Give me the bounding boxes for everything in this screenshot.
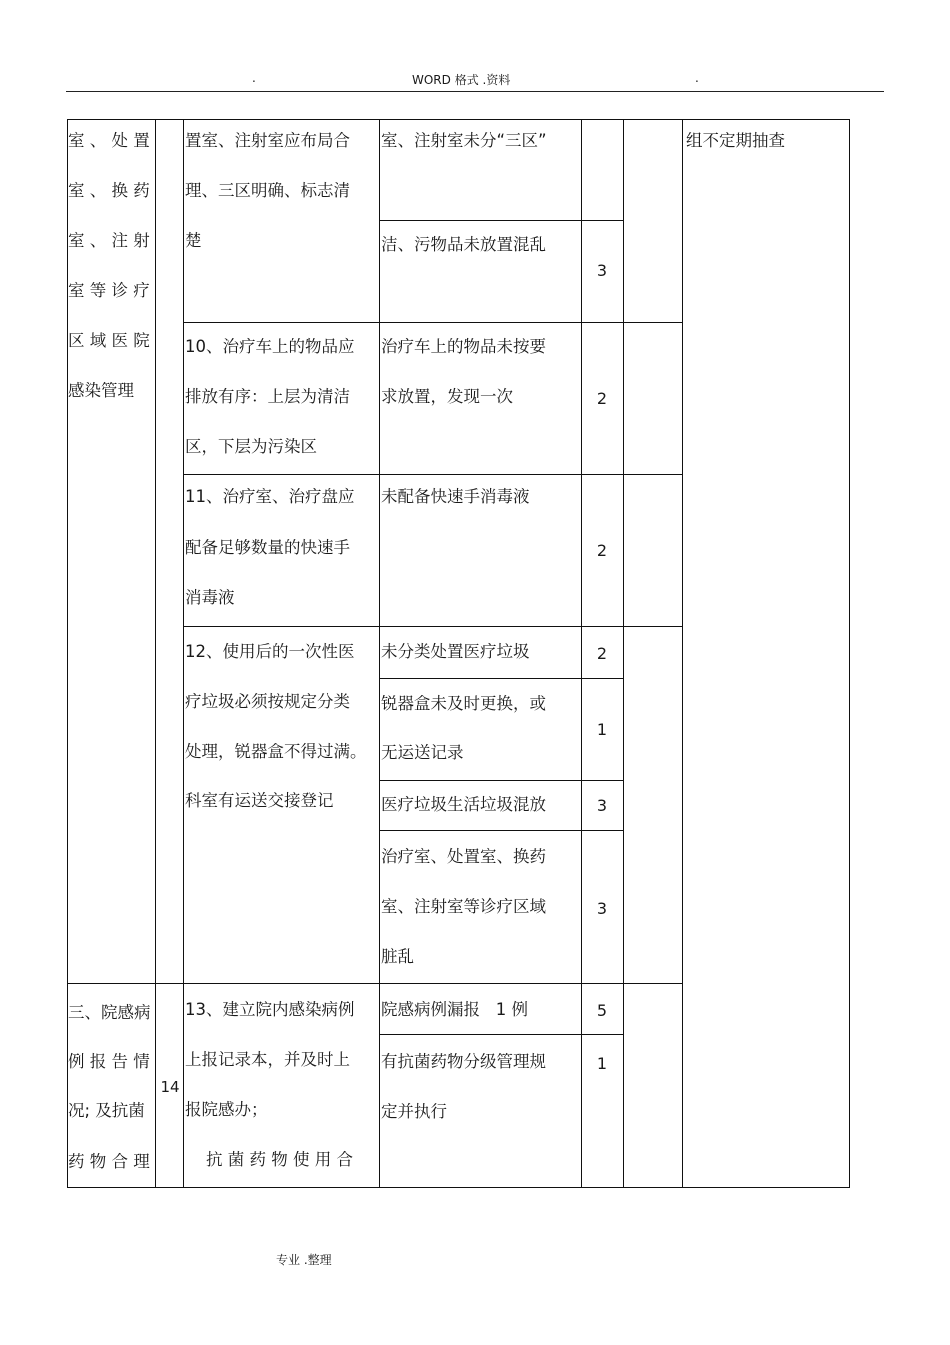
category-1-line: 感染管理 xyxy=(68,381,134,400)
category-2-line: 例 报 告 情 xyxy=(68,1052,150,1071)
deduction-score: 2 xyxy=(596,541,608,560)
deduction-score: 3 xyxy=(596,261,608,280)
deduction-line: 有抗菌药物分级管理规 xyxy=(381,1052,546,1071)
deduction-line: 洁、污物品未放置混乱 xyxy=(381,235,546,254)
deduction-line: 治疗车上的物品未按要 xyxy=(381,337,546,356)
table-border-right xyxy=(849,119,850,1188)
standard-line: 疗垃圾必须按规定分类 xyxy=(185,692,350,711)
deduction-score: 1 xyxy=(596,720,608,739)
standard-line: 配备足够数量的快速手 xyxy=(185,538,350,557)
deduction-line: 院感病例漏报 1 例 xyxy=(381,1000,528,1019)
category-1-line: 室 等 诊 疗 xyxy=(68,281,150,300)
col-line-3 xyxy=(379,119,380,1188)
standard-line: 理、三区明确、标志清 xyxy=(185,181,350,200)
header-title: WORD 格式 .资料 xyxy=(412,73,511,87)
standard-line: 置室、注射室应布局合 xyxy=(185,131,350,150)
header-right-dot: . xyxy=(695,71,699,85)
deduction-score: 2 xyxy=(596,389,608,408)
category-2-line: 三、院感病 xyxy=(68,1003,151,1022)
standard-line: 11、治疗室、治疗盘应 xyxy=(185,487,355,506)
deduction-line: 未配备快速手消毒液 xyxy=(381,487,530,506)
deduction-line: 无运送记录 xyxy=(381,743,464,762)
deduction-line: 医疗垃圾生活垃圾混放 xyxy=(381,795,546,814)
deduction-line: 治疗室、处置室、换药 xyxy=(381,847,546,866)
col-line-2 xyxy=(183,119,184,1188)
standard-line: 科室有运送交接登记 xyxy=(185,791,334,810)
deduction-score: 2 xyxy=(596,644,608,663)
standard-line: 10、治疗车上的物品应 xyxy=(185,337,355,356)
col-line-6 xyxy=(682,119,683,1188)
category-2-line: 况; 及抗菌 xyxy=(68,1101,145,1120)
standard-line: 抗 菌 药 物 使 用 合 xyxy=(185,1150,353,1169)
standard-line: 排放有序：上层为清洁 xyxy=(185,387,350,406)
deduction-score: 5 xyxy=(596,1001,608,1020)
category-2-score: 14 xyxy=(160,1078,180,1096)
col-line-5 xyxy=(623,119,624,1188)
standard-line: 处理，锐器盒不得过满。 xyxy=(185,742,367,761)
deduction-line: 室、注射室未分“三区” xyxy=(381,131,547,150)
standard-line: 报院感办； xyxy=(185,1100,268,1119)
standard-line: 区，下层为污染区 xyxy=(185,437,317,456)
deduction-line: 脏乱 xyxy=(381,947,414,966)
deduction-line: 求放置，发现一次 xyxy=(381,387,513,406)
deduction-line: 定并执行 xyxy=(381,1102,447,1121)
header-rule xyxy=(66,91,884,92)
col-line-1 xyxy=(155,119,156,1188)
row-line-h xyxy=(67,983,683,984)
header-left-dot: . xyxy=(252,71,256,85)
standard-line: 上报记录本，并及时上 xyxy=(185,1050,350,1069)
footer-text: 专业 .整理 xyxy=(276,1253,332,1267)
deduction-line: 锐器盒未及时更换，或 xyxy=(381,694,546,713)
category-1-line: 室 、 注 射 xyxy=(68,231,150,250)
category-2-line: 药 物 合 理 xyxy=(68,1152,150,1171)
inspection-method: 组不定期抽查 xyxy=(686,131,785,150)
standard-line: 消毒液 xyxy=(185,588,235,607)
deduction-score: 1 xyxy=(596,1054,608,1073)
category-1-line: 室 、 换 药 xyxy=(68,181,150,200)
table-border-bottom xyxy=(67,1187,850,1188)
deduction-line: 未分类处置医疗垃圾 xyxy=(381,642,530,661)
standard-line: 13、建立院内感染病例 xyxy=(185,1000,355,1019)
standard-line: 楚 xyxy=(185,231,202,250)
deduction-line: 室、注射室等诊疗区域 xyxy=(381,897,546,916)
standard-line: 12、使用后的一次性医 xyxy=(185,642,355,661)
deduction-score: 3 xyxy=(596,796,608,815)
category-1-line: 区 域 医 院 xyxy=(68,331,150,350)
deduction-score: 3 xyxy=(596,899,608,918)
category-1-line: 室 、 处 置 xyxy=(68,131,150,150)
